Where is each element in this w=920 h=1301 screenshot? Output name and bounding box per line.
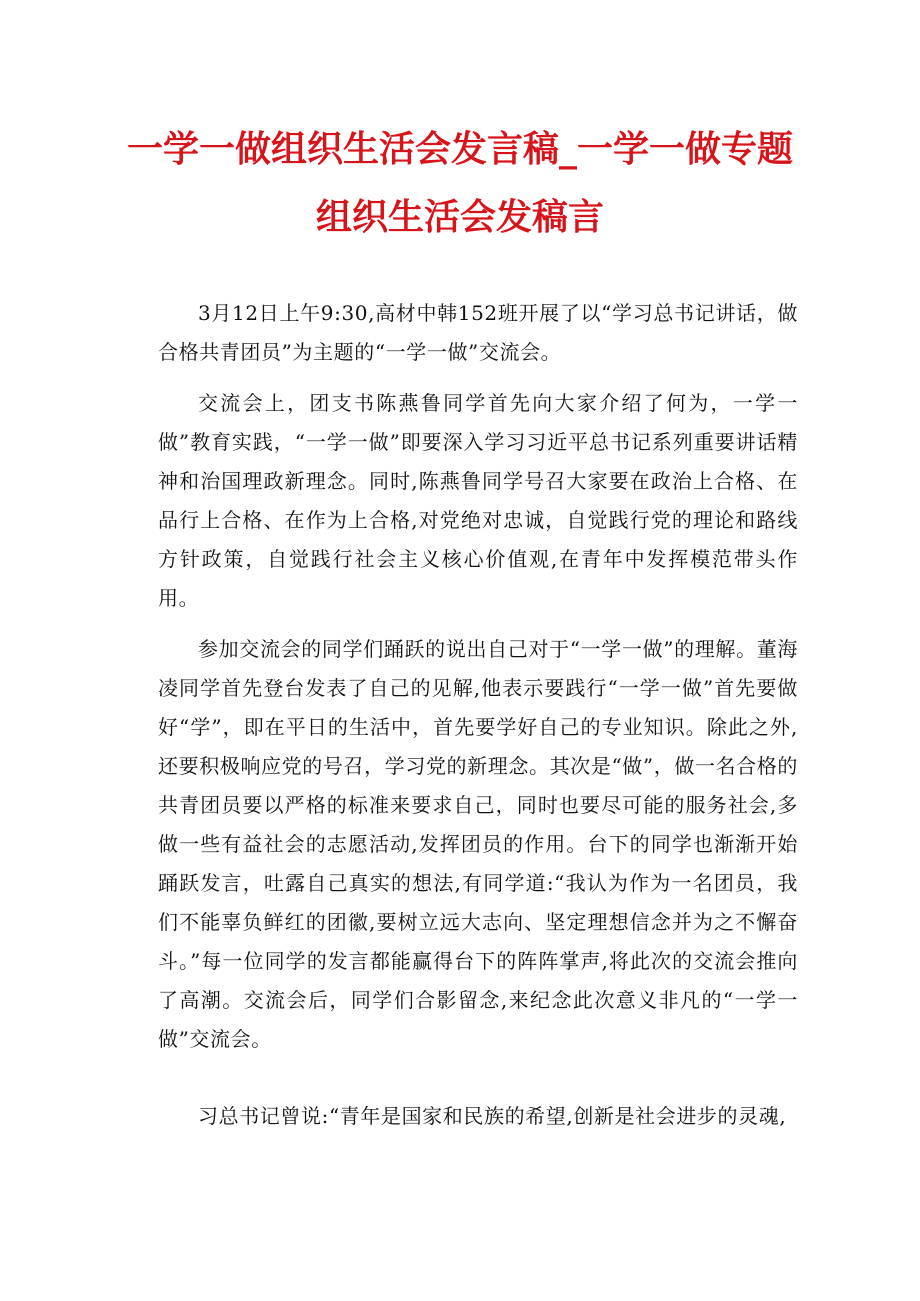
document-body <box>158 294 798 1136</box>
paragraph-4: 习总书记曾说:“青年是国家和民族的希望,创新是社会进步的灵魂, <box>198 1104 787 1128</box>
paragraph-3: 参加交流会的同学们踊跃的说出自己对于“一学一做”的理解。董海凌同学首先登台发表了自己的见解,他表示要践行“一学一做”首先要做好“学”，即在平日的生活中，首先要学好自己的专业知识。除此之外,还要积极响应党的号召，学习党的新理念。其次是“做”，做一名合格的共青团员要以严格的标准来要求自己，同时也要尽可能的服务社会,多做一些有益社会的志愿活动,发挥团员的作用。台下的同学也渐渐开始踊跃发言，吐露自己真实的想法,有同学道:“我认为作为一名团员，我们不能辜负鲜红的团徽,要树立远大志向、坚定理想信念并为之不懈奋斗。”每一位同学的发言都能赢得台下的阵阵掌声,将此次的交流会推向了高潮。交流会后，同学们合影留念,来纪念此次意义非凡的“一学一做”交流会。 <box>158 637 798 1051</box>
paragraph-2: 交流会上，团支书陈燕鲁同学首先向大家介绍了何为，一学一做”教育实践，“一学一做”即要深入学习习近平总书记系列重要讲话精神和治国理政新理念。同时,陈燕鲁同学号召大家要在政治上合格、在品行上合格、在作为上合格,对党绝对忠诚，自觉践行党的理论和路线方针政策，自觉践行社会主义核心价值观,在青年中发挥模范带头作用。 <box>158 391 798 610</box>
document-title-line-2: 组织生活会发稿言 <box>315 197 604 238</box>
paragraph-1: 3月12日上午9:30,高材中韩152班开展了以“学习总书记讲话，做合格共青团员”为主题的“一学一做”交流会。 <box>158 301 798 364</box>
document-title-line-1: 一学一做组织生活会发言稿_一学一做专题 <box>126 129 793 170</box>
